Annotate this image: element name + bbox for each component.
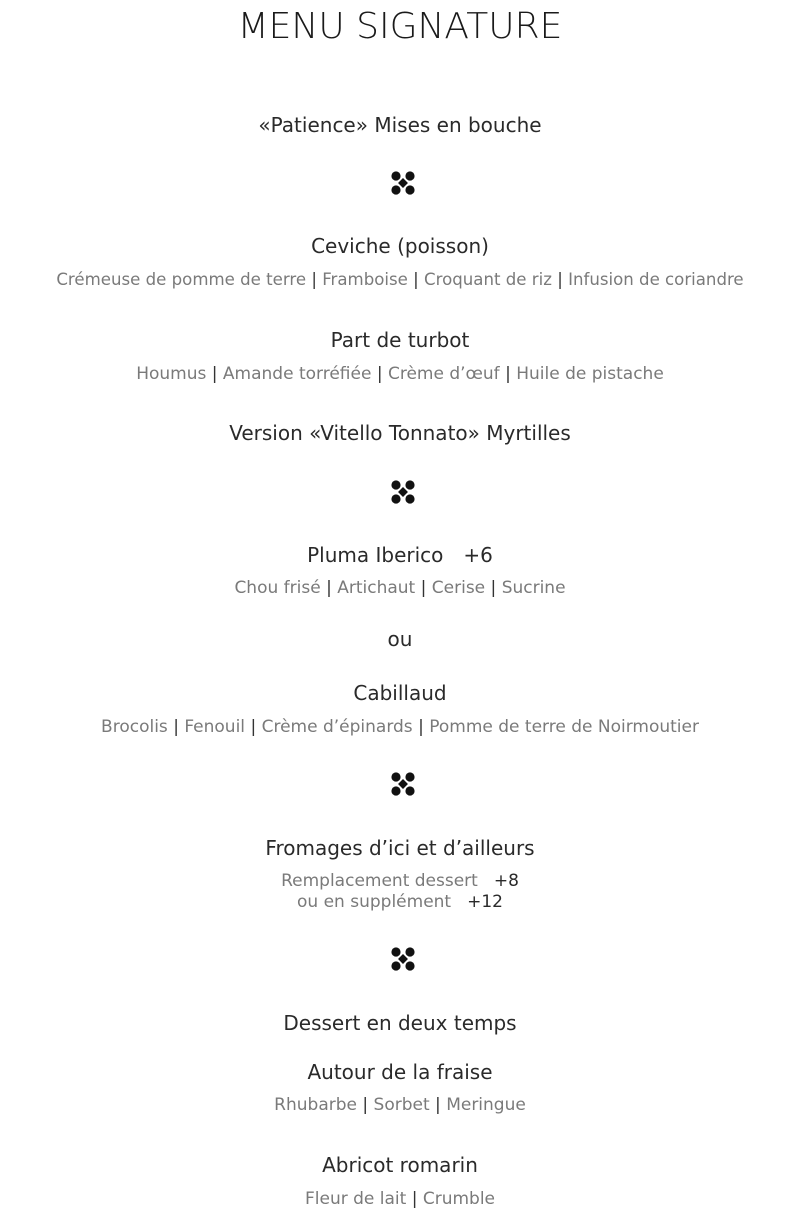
pluma-title: [0, 543, 800, 567]
ingredient: Pomme de terre de Noirmoutier: [429, 717, 699, 737]
ingredient: Infusion de coriandre: [568, 270, 744, 289]
option-price: +12: [467, 892, 503, 912]
ingredient: Rhubarbe: [274, 1095, 357, 1115]
separator: |: [413, 270, 419, 289]
ingredient: Sucrine: [501, 578, 566, 598]
ornament-divider-icon: [389, 945, 417, 973]
ingredient: Fleur de lait: [304, 1189, 407, 1209]
cabillaud-ingredients: [0, 717, 800, 737]
separator: |: [311, 270, 317, 289]
cabillaud-title: Cabillaud: [353, 681, 447, 705]
ingredient: Huile de pistache: [516, 364, 664, 384]
separator: |: [250, 717, 257, 737]
abricot-title: Abricot romarin: [322, 1153, 478, 1177]
ornament-divider-icon: [389, 478, 417, 506]
fraise-title: Autour de la fraise: [307, 1060, 493, 1084]
amuse-bouche-title: «Patience» Mises en bouche: [258, 113, 542, 137]
separator: |: [420, 578, 427, 598]
turbot-title: Part de turbot: [330, 328, 470, 352]
supplement-price: +6: [463, 543, 493, 567]
fromages-title: Fromages d’ici et d’ailleurs: [265, 836, 535, 860]
ingredient: Crème d’œuf: [387, 364, 500, 384]
separator: |: [435, 1095, 441, 1115]
fromages-supplement: [0, 892, 800, 912]
pluma-ingredients: [0, 578, 800, 598]
vitello-title: Version «Vitello Tonnato» Myrtilles: [229, 421, 571, 445]
ingredient: Fenouil: [184, 717, 246, 737]
fromages-replacement: [0, 871, 800, 891]
ingredient: Crumble: [422, 1189, 496, 1209]
separator: |: [376, 364, 383, 384]
ingredient: Croquant de riz: [424, 270, 552, 289]
ingredient: Framboise: [322, 270, 408, 289]
separator: |: [362, 1095, 369, 1115]
separator: |: [557, 270, 563, 289]
ornament-divider-icon: [389, 169, 417, 197]
separator: |: [326, 578, 332, 598]
ingredient: Cerise: [431, 578, 486, 598]
option-label: ou en supplément: [297, 892, 452, 912]
turbot-ingredients: [0, 364, 800, 384]
separator: |: [490, 578, 497, 598]
abricot-ingredients: [0, 1189, 800, 1209]
ingredient: Chou frisé: [234, 578, 321, 598]
ceviche-title: Ceviche (poisson): [311, 234, 489, 258]
separator: |: [411, 1189, 418, 1209]
option-price: +8: [493, 871, 519, 891]
ingredient: Artichaut: [337, 578, 416, 598]
ingredient: Meringue: [446, 1095, 526, 1115]
ingredient: Houmus: [136, 364, 207, 384]
ingredient: Brocolis: [101, 717, 168, 737]
option-label: Remplacement dessert: [281, 871, 478, 891]
fraise-ingredients: [0, 1095, 800, 1115]
ingredient: Crémeuse de pomme de terre: [56, 270, 307, 289]
ingredient: Crème d’épinards: [261, 717, 413, 737]
dish-name: Pluma Iberico: [307, 543, 444, 567]
ingredient: Amande torréfiée: [222, 364, 372, 384]
ingredient: Sorbet: [373, 1095, 430, 1115]
separator: |: [173, 717, 179, 737]
ornament-divider-icon: [389, 770, 417, 798]
ceviche-ingredients: [0, 270, 800, 289]
page-title: MENU SIGNATURE: [237, 6, 563, 47]
dessert-title: Dessert en deux temps: [283, 1011, 517, 1035]
separator: |: [418, 717, 424, 737]
separator: |: [505, 364, 511, 384]
separator: |: [211, 364, 218, 384]
or-text: ou: [387, 627, 413, 651]
